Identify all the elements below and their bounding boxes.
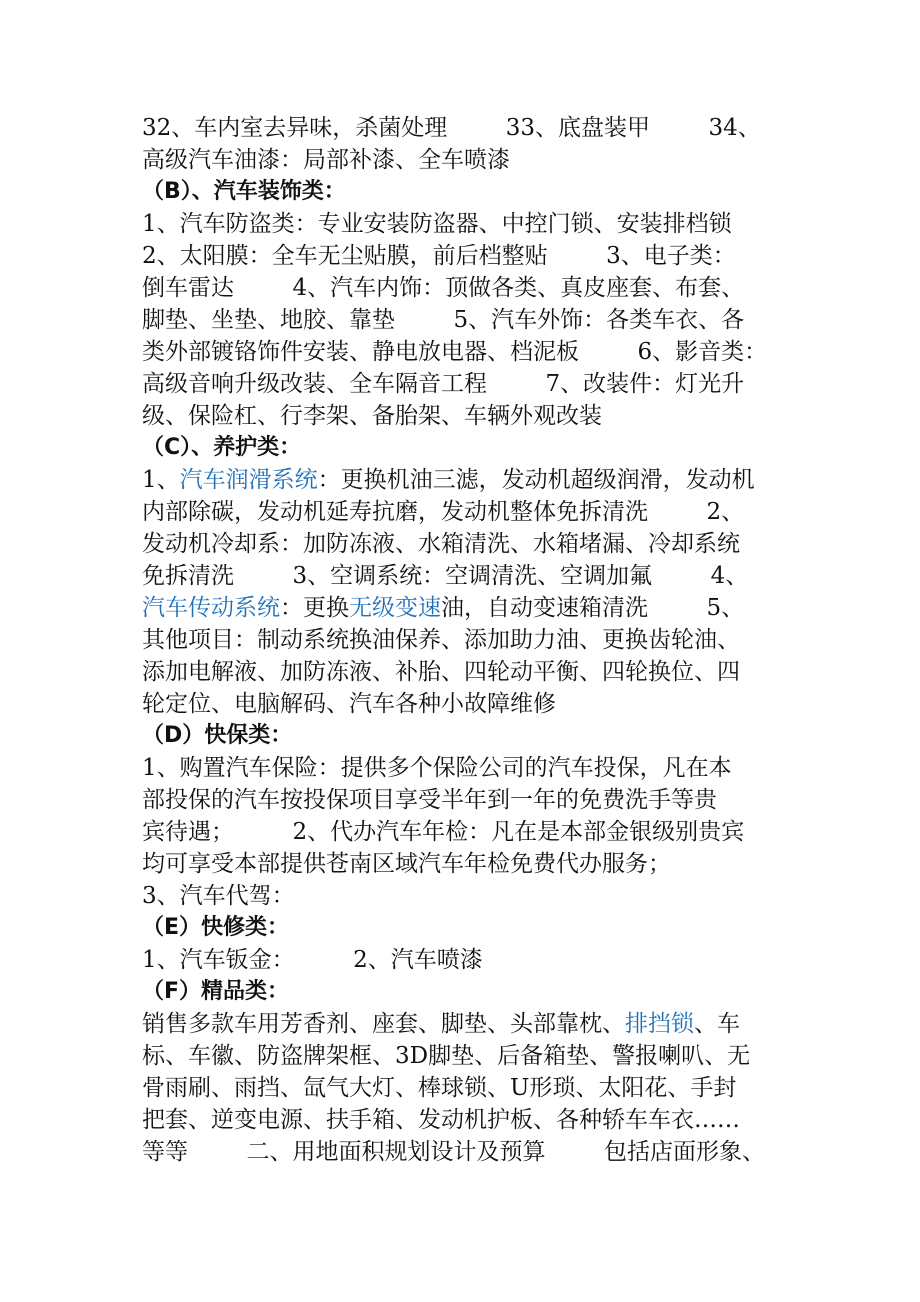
text-segment: ：更换机油三滤，发动机超级润滑，发动机 (317, 467, 755, 493)
hyperlink[interactable]: 汽车传动系统 (142, 595, 280, 621)
text-line (142, 848, 782, 880)
section-heading (142, 176, 782, 208)
text-segment: 等等 二、用地面积规划设计及预算 包括店面形象、 (142, 1139, 765, 1165)
text-segment: 免拆清洗 3、空调系统：空调清洗、空调加氟 4、 (142, 563, 749, 589)
text-segment: 类外部镀铬饰件安装、静电放电器、档泥板 6、影音类： (142, 339, 768, 365)
text-segment: 其他项目：制动系统换油保养、添加助力油、更换齿轮油、 (142, 627, 740, 653)
text-segment: 2、太阳膜：全车无尘贴膜，前后档整贴 3、电子类： (142, 243, 736, 269)
hyperlink[interactable]: 无级变速 (349, 595, 441, 621)
document-body (142, 112, 782, 1168)
hyperlink[interactable]: 汽车润滑系统 (179, 467, 318, 493)
text-segment: 1、 (142, 467, 180, 493)
text-line (142, 368, 782, 400)
text-line (142, 304, 782, 336)
text-segment: 1、汽车钣金： 2、汽车喷漆 (142, 947, 483, 973)
text-segment: 发动机冷却系：加防冻液、水箱清洗、水箱堵漏、冷却系统 (142, 531, 740, 557)
text-line (142, 816, 782, 848)
text-line (142, 112, 782, 144)
text-segment: 倒车雷达 4、汽车内饰：顶做各类、真皮座套、布套、 (142, 275, 745, 301)
text-line (142, 400, 782, 432)
text-segment: （C）、养护类： (142, 435, 302, 460)
text-line (142, 880, 782, 912)
text-segment: 骨雨刷、雨挡、氙气大灯、棒球锁、U形琐、太阳花、手封 (142, 1075, 737, 1101)
text-line (142, 688, 782, 720)
text-segment: 均可享受本部提供苍南区域汽车年检免费代办服务； (142, 851, 671, 877)
text-segment: 轮定位、电脑解码、汽车各种小故障维修 (142, 691, 556, 717)
text-line (142, 240, 782, 272)
text-segment: 脚垫、坐垫、地胶、靠垫 5、汽车外饰：各类车衣、各 (142, 307, 745, 333)
text-line (142, 1008, 782, 1040)
text-line (142, 144, 782, 176)
text-line (142, 1104, 782, 1136)
text-line (142, 528, 782, 560)
text-segment: 内部除碳，发动机延寿抗磨，发动机整体免拆清洗 2、 (142, 499, 745, 525)
section-heading (142, 720, 782, 752)
text-line (142, 464, 782, 496)
text-line (142, 1040, 782, 1072)
text-segment: （D）快保类： (142, 723, 293, 748)
text-segment: （F）精品类： (142, 979, 290, 1004)
text-line (142, 272, 782, 304)
text-line (142, 336, 782, 368)
text-line (142, 784, 782, 816)
text-segment: 添加电解液、加防冻液、补胎、四轮动平衡、四轮换位、四 (142, 659, 740, 685)
text-line (142, 1072, 782, 1104)
text-line (142, 656, 782, 688)
text-segment: 32、车内室去异味，杀菌处理 33、底盘装甲 34、 (142, 115, 761, 141)
text-segment: 3、汽车代驾： (142, 883, 295, 909)
text-line (142, 1136, 782, 1168)
text-line (142, 752, 782, 784)
text-segment: 把套、逆变电源、扶手箱、发动机护板、各种轿车车衣…… (142, 1107, 740, 1133)
text-segment: 1、汽车防盗类：专业安装防盗器、中控门锁、安装排档锁 (142, 211, 732, 237)
text-segment: 、车 (694, 1011, 740, 1037)
section-heading (142, 912, 782, 944)
section-heading (142, 976, 782, 1008)
text-line (142, 560, 782, 592)
text-segment: 高级汽车油漆：局部补漆、全车喷漆 (142, 147, 510, 173)
text-segment: 销售多款车用芳香剂、座套、脚垫、头部靠枕、 (142, 1011, 625, 1037)
text-segment: 高级音响升级改装、全车隔音工程 7、改装件：灯光升 (142, 371, 745, 397)
text-segment: ：更换 (280, 595, 349, 621)
text-segment: 标、车徽、防盗牌架框、3D脚垫、后备箱垫、警报喇叭、无 (142, 1043, 751, 1069)
text-segment: 油，自动变速箱清洗 5、 (441, 595, 745, 621)
text-segment: 宾待遇； 2、代办汽车年检：凡在是本部金银级别贵宾 (142, 819, 745, 845)
text-line (142, 208, 782, 240)
text-segment: （E）快修类： (142, 915, 290, 940)
text-segment: 部投保的汽车按投保项目享受半年到一年的免费洗手等贵 (142, 787, 717, 813)
text-line (142, 624, 782, 656)
text-segment: （B）、汽车装饰类： (142, 179, 346, 204)
text-segment: 级、保险杠、行李架、备胎架、车辆外观改装 (142, 403, 602, 429)
text-line (142, 592, 782, 624)
hyperlink[interactable]: 排挡锁 (625, 1011, 694, 1037)
text-line (142, 944, 782, 976)
text-segment: 1、购置汽车保险：提供多个保险公司的汽车投保，凡在本 (142, 755, 732, 781)
section-heading (142, 432, 782, 464)
text-line (142, 496, 782, 528)
